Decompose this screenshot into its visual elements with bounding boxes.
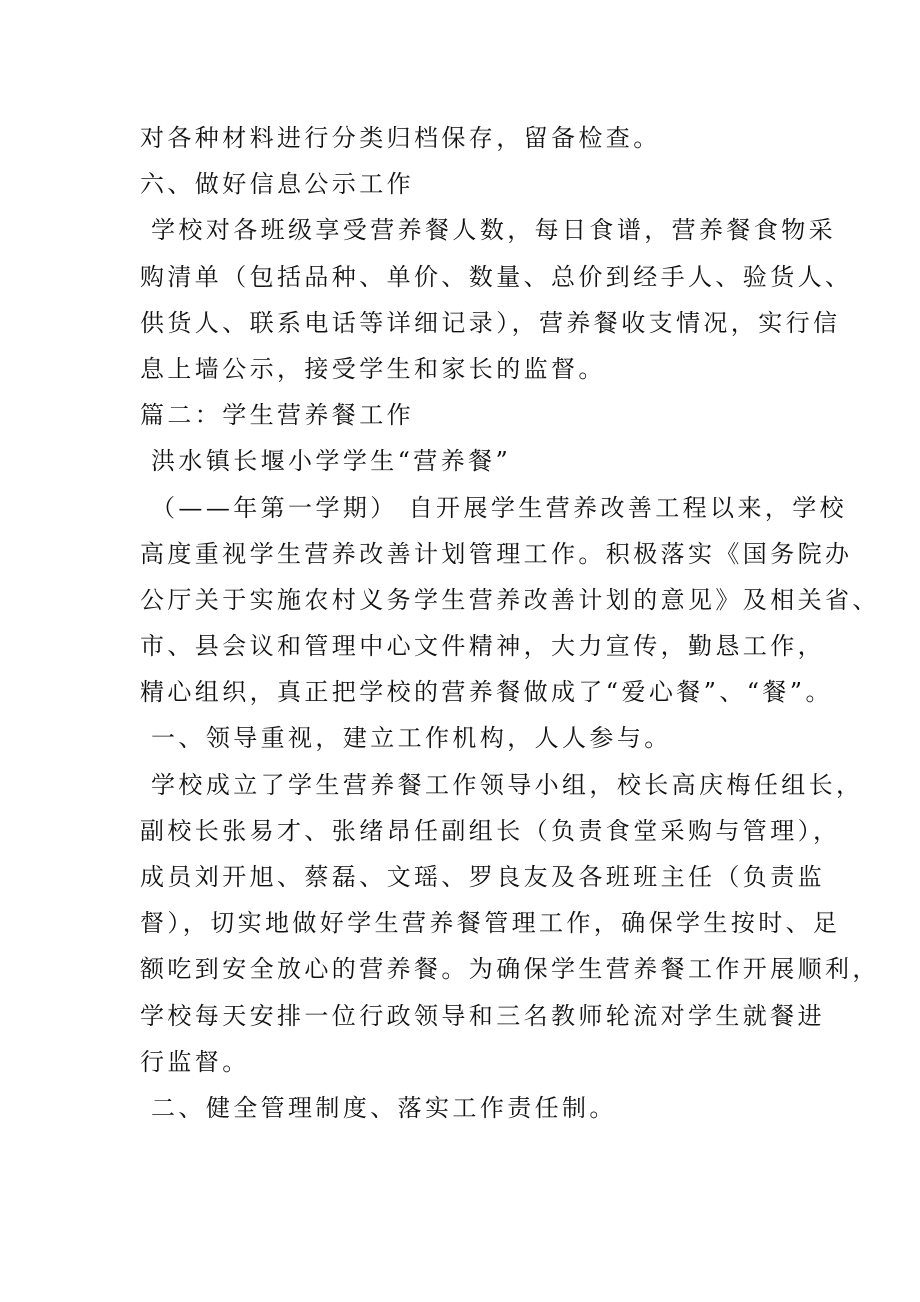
text-line: 购清单（包括品种、单价、数量、总价到经手人、验货人、 [140,262,853,291]
section-heading: 二、健全管理制度、落实工作责任制。 [140,1093,617,1122]
text-line: 督），切实地做好学生营养餐管理工作，确保学生按时、足 [140,909,841,938]
document-body [140,115,880,1131]
section-heading: 六、做好信息公示工作 [140,170,414,199]
text-line: 市、县会议和管理中心文件精神，大力宣传，勤恳工作， [140,632,825,661]
article-heading: 篇二：学生营养餐工作 [140,401,414,430]
text-line: （——年第一学期） 自开展学生营养改善工程以来，学校 [140,493,848,522]
text-line: 公厅关于实施农村义务学生营养改善计划的意见》及相关省、 [140,585,880,614]
text-line: 供货人、联系电话等详细记录），营养餐收支情况，实行信 [140,308,841,337]
text-line: 成员刘开旭、蔡磊、文瑶、罗良友及各班班主任（负责监 [140,863,825,891]
text-line: 学校每天安排一位行政领导和三名教师轮流对学生就餐进 [140,1001,825,1030]
text-line: 高度重视学生营养改善计划管理工作。积极落实《国务院办 [140,539,853,568]
text-line: 息上墙公示，接受学生和家长的监督。 [140,354,606,383]
section-heading: 一、领导重视，建立工作机构，人人参与。 [140,724,672,753]
text-line: 额吃到安全放心的营养餐。为确保学生营养餐工作开展顺利， [140,955,880,984]
text-line: 学校对各班级享受营养餐人数，每日食谱，营养餐食物采 [140,216,837,245]
text-line: 行监督。 [140,1047,250,1076]
text-line: 副校长张易才、张绪昂任副组长（负责食堂采购与管理）， [140,816,841,845]
text-line: 精心组织，真正把学校的营养餐做成了“爱心餐”、“餐”。 [140,678,833,707]
text-line: 学校成立了学生营养餐工作领导小组，校长高庆梅任组长， [140,770,864,799]
text-line: 对各种材料进行分类归档保存，留备检查。 [140,124,661,152]
article-title: 洪水镇长堰小学学生“营养餐” [140,447,512,476]
